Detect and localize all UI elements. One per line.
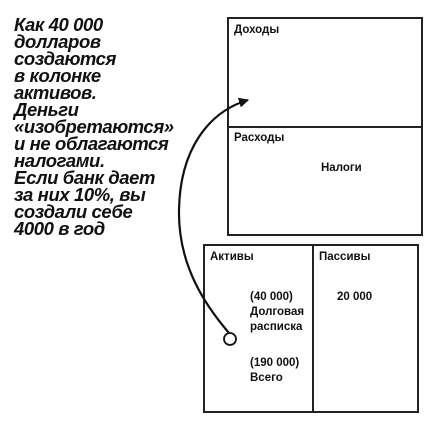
caption-line: 4000 в год <box>14 218 105 239</box>
caption-line: Деньги <box>14 99 79 120</box>
assets-label: Активы <box>210 251 254 263</box>
caption-line: активов. <box>14 82 97 103</box>
total-label: Всего <box>250 372 283 384</box>
promissory-note-label-1: Долговая <box>250 306 305 318</box>
caption-line: создали себе <box>14 201 133 222</box>
assets-liabilities-divider <box>312 246 314 411</box>
promissory-note-label-2: расписка <box>250 321 303 333</box>
caption-line: Если банк дает <box>14 167 156 188</box>
liabilities-label: Пассивы <box>319 251 371 263</box>
caption-text <box>14 16 214 237</box>
liabilities-value: 20 000 <box>337 291 373 303</box>
income-statement-box <box>227 17 423 236</box>
caption-line: долларов <box>14 31 101 52</box>
expenses-label: Расходы <box>234 132 285 144</box>
caption-line: в колонке <box>14 65 101 86</box>
caption-line: Как 40 000 <box>14 14 103 35</box>
income-label: Доходы <box>234 24 280 36</box>
total-value: (190 000) <box>250 357 300 369</box>
caption-line: создаются <box>14 48 117 69</box>
income-expenses-divider <box>229 126 421 128</box>
promissory-note-value: (40 000) <box>250 291 293 303</box>
taxes-label: Налоги <box>321 162 362 174</box>
balance-sheet-box <box>203 244 419 413</box>
caption-line: и не облагаются <box>14 133 169 154</box>
caption-line: за них 10%, вы <box>14 184 146 205</box>
caption-line: налогами. <box>14 150 105 171</box>
caption-line: «изобретаются» <box>14 116 174 137</box>
